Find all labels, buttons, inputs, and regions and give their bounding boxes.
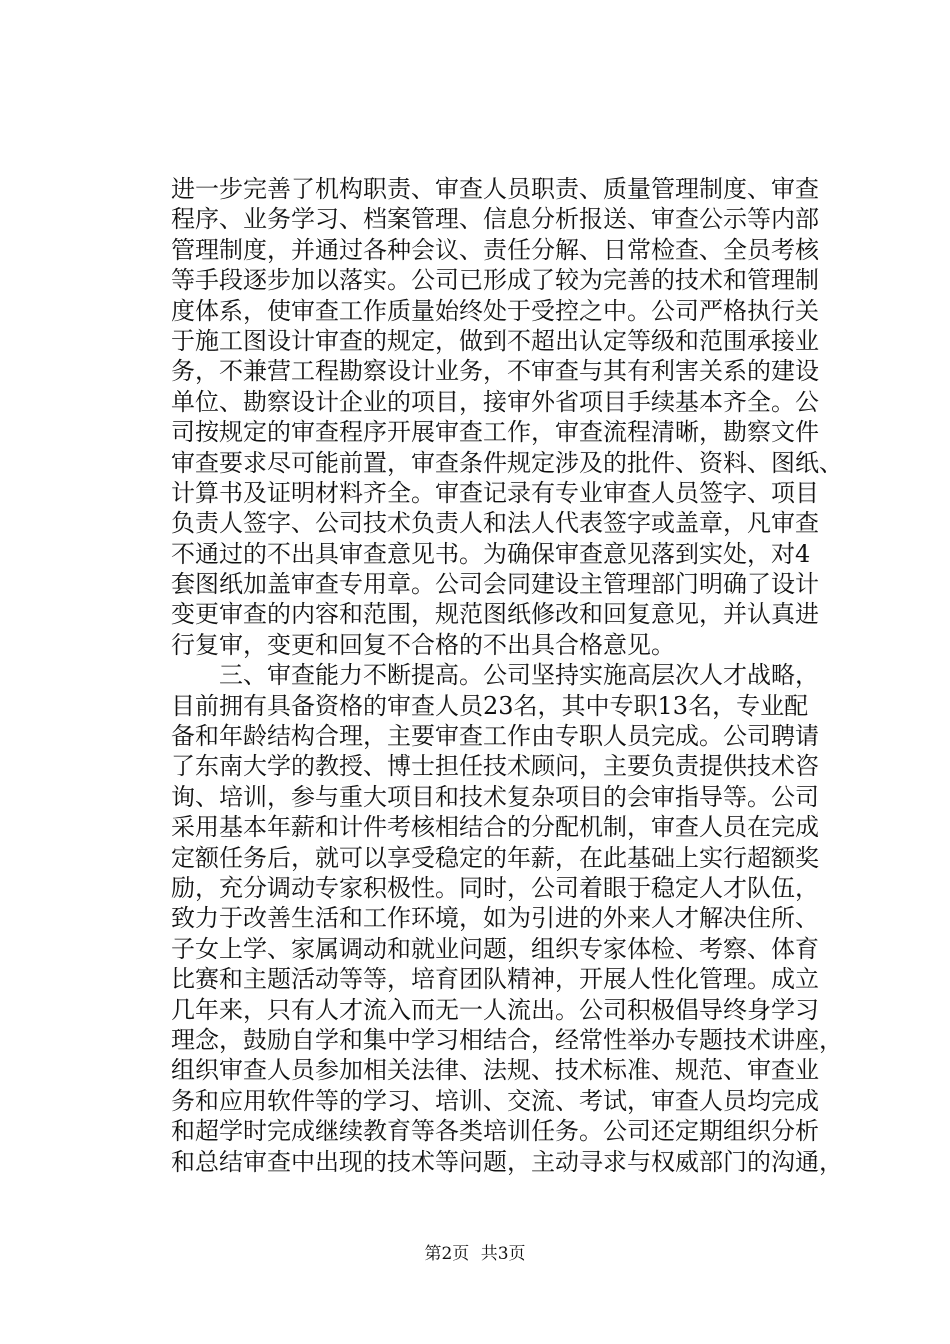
text-line: 几年来，只有人才流入而无一人流出。公司积极倡导终身学习 [171, 995, 819, 1024]
text-line: 理念，鼓励自学和集中学习相结合，经常性举办专题技术讲座， [171, 1025, 843, 1054]
text-line: 比赛和主题活动等等，培育团队精神，开展人性化管理。成立 [171, 965, 819, 994]
text-line: 计算书及证明材料齐全。审查记录有专业审查人员签字、项目 [171, 478, 819, 507]
text-line: 子女上学、家属调动和就业问题，组织专家体检、考察、体育 [171, 934, 819, 963]
text-line: 和超学时完成继续教育等各类培训任务。公司还定期组织分析 [171, 1117, 819, 1146]
text-line: 定额任务后，就可以享受稳定的年薪，在此基础上实行超额奖 [171, 843, 819, 872]
text-line: 询、培训，参与重大项目和技术复杂项目的会审指导等。公司 [171, 782, 819, 811]
text-line: 务，不兼营工程勘察设计业务，不审查与其有利害关系的建设 [171, 357, 819, 386]
page-footer [0, 1243, 950, 1265]
text-line: 管理制度，并通过各种会议、责任分解、日常检查、全员考核 [171, 235, 819, 264]
text-line: 司按规定的审查程序开展审查工作，审查流程清晰，勘察文件 [171, 418, 819, 447]
text-line: 行复审，变更和回复不合格的不出具合格意见。 [171, 630, 675, 659]
text-line: 于施工图设计审查的规定，做到不超出认定等级和范围承接业 [171, 326, 819, 355]
text-line: 采用基本年薪和计件考核相结合的分配机制，审查人员在完成 [171, 813, 819, 842]
text-line: 了东南大学的教授、博士担任技术顾问，主要负责提供技术咨 [171, 752, 819, 781]
text-line: 务和应用软件等的学习、培训、交流、考试，审查人员均完成 [171, 1086, 819, 1115]
page-number: 第2页 [424, 1244, 470, 1264]
text-line: 备和年龄结构合理，主要审查工作由专职人员完成。公司聘请 [171, 722, 819, 751]
page-total: 共3页 [480, 1244, 526, 1264]
text-line: 组织审查人员参加相关法律、法规、技术标准、规范、审查业 [171, 1056, 819, 1085]
text-line: 致力于改善生活和工作环境，如为引进的外来人才解决住所、 [171, 904, 819, 933]
text-line: 单位、勘察设计企业的项目，接审外省项目手续基本齐全。公 [171, 387, 819, 416]
text-line: 励，充分调动专家积极性。同时，公司着眼于稳定人才队伍， [171, 873, 819, 902]
text-line: 度体系，使审查工作质量始终处于受控之中。公司严格执行关 [171, 296, 819, 325]
text-line-paragraph-start: 三、审查能力不断提高。公司坚持实施高层次人才战略， [219, 661, 819, 690]
text-line: 套图纸加盖审查专用章。公司会同建设主管理部门明确了设计 [171, 570, 819, 599]
text-line: 不通过的不出具审查意见书。为确保审查意见落到实处，对4 [171, 539, 811, 568]
text-line: 等手段逐步加以落实。公司已形成了较为完善的技术和管理制 [171, 266, 819, 295]
text-line: 目前拥有具备资格的审查人员23名，其中专职13名，专业配 [171, 691, 809, 720]
text-line: 和总结审查中出现的技术等问题，主动寻求与权威部门的沟通， [171, 1147, 843, 1176]
text-line: 负责人签字、公司技术负责人和法人代表签字或盖章，凡审查 [171, 509, 819, 538]
text-line: 审查要求尽可能前置，审查条件规定涉及的批件、资料、图纸、 [171, 448, 843, 477]
text-line: 进一步完善了机构职责、审查人员职责、质量管理制度、审查 [171, 175, 819, 203]
body-text [171, 174, 843, 1177]
text-line: 程序、业务学习、档案管理、信息分析报送、审查公示等内部 [171, 205, 819, 234]
text-line: 变更审查的内容和范围，规范图纸修改和回复意见，并认真进 [171, 600, 819, 629]
